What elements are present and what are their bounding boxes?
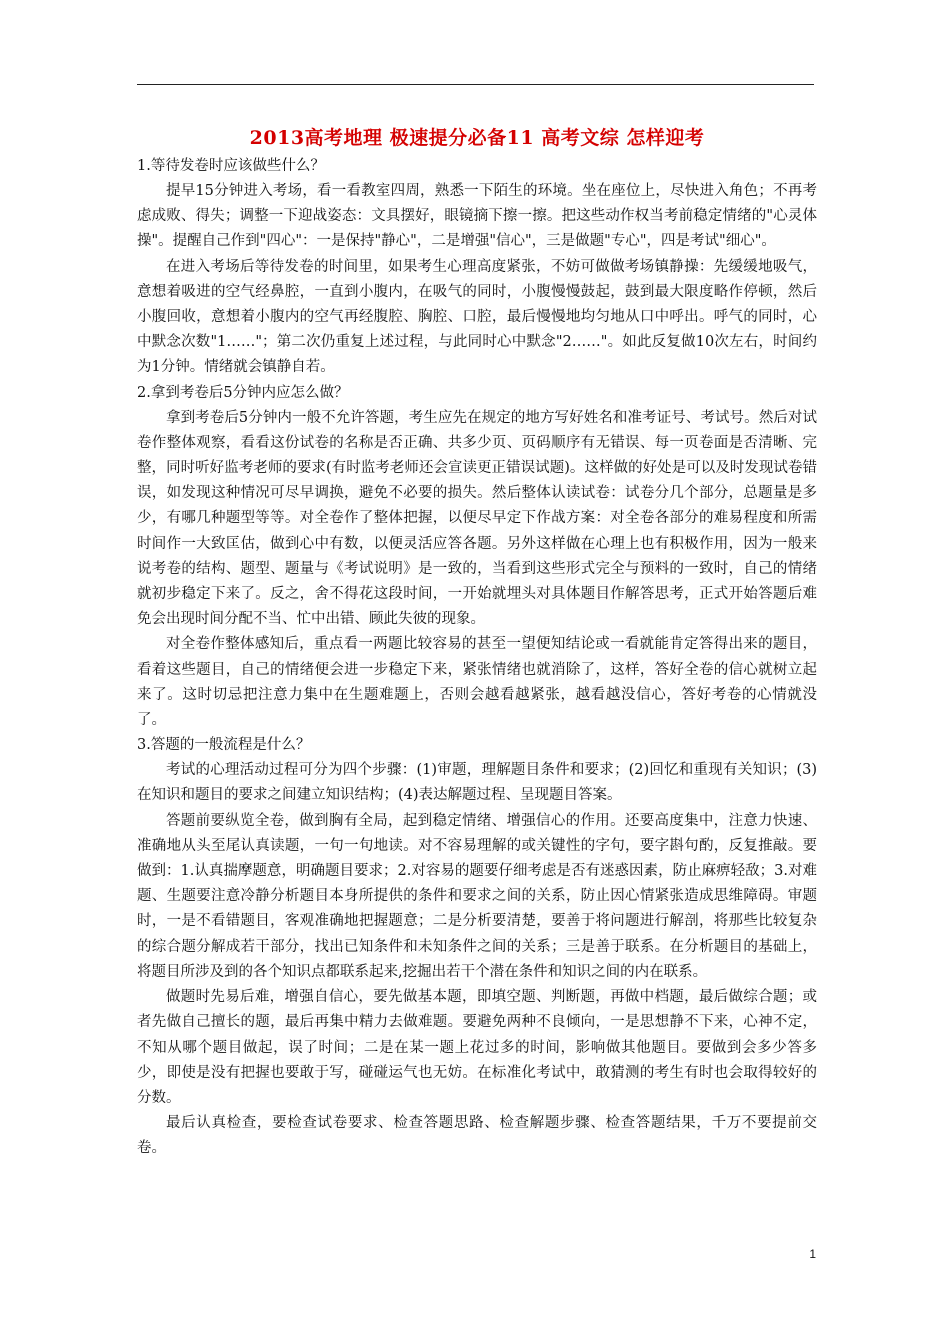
document-body xyxy=(137,124,817,1162)
header-rule xyxy=(137,84,814,85)
paragraph: 最后认真检查，要检查试卷要求、检查答题思路、检查解题步骤、检查答题结果，千万不要提前交卷。 xyxy=(137,1115,817,1157)
paragraph: 在进入考场后等待发卷的时间里，如果考生心理高度紧张，不妨可做做考场镇静操：先缓缓地吸气，意想着吸进的空气经鼻腔，一直到小腹内，在吸气的同时，小腹慢慢鼓起，鼓到最大限度略作停顿，然后小腹回收，意想着小腹内的空气再经腹腔、胸腔、口腔，最后慢慢地均匀地从口中呼出。呼气的同时，心中默念次数"1……"；第二次仍重复上述过程，与此同时心中默念"2……"。如此反复做10次左右，时间约为1分钟。情绪就会镇静自若。 xyxy=(137,258,817,376)
paragraph: 做题时先易后难，增强自信心，要先做基本题，即填空题、判断题，再做中档题，最后做综合题；或者先做自己擅长的题，最后再集中精力去做难题。要避免两种不良倾向，一是思想静不下来，心神不定，不知从哪个题目做起，误了时间；二是在某一题上花过多的时间，影响做其他题目。要做到会多少答多少，即使是没有把握也要敢于写，碰碰运气也无妨。在标准化考试中，敢猜测的考生有时也会取得较好的分数。 xyxy=(137,989,817,1106)
paragraph: 对全卷作整体感知后，重点看一两题比较容易的甚至一望便知结论或一看就能肯定答得出来的题目，看着这些题目，自己的情绪便会进一步稳定下来，紧张情绪也就消除了，这样，答好全卷的信心就树立起来了。这时切忌把注意力集中在生题难题上，否则会越看越紧张，越看越没信心，答好考卷的心情就没了。 xyxy=(137,636,817,729)
section-1 xyxy=(137,154,817,381)
document-title: 2013高考地理 极速提分必备11 高考文综 怎样迎考 xyxy=(249,127,705,149)
paragraph: 考试的心理活动过程可分为四个步骤：(1)审题，理解题目条件和要求；(2)回忆和重现有关知识；(3)在知识和题目的要求之间建立知识结构；(4)表达解题过程、呈现题目答案。 xyxy=(137,762,817,804)
paragraph: 答题前要纵览全卷，做到胸有全局，起到稳定情绪、增强信心的作用。还要高度集中，注意力快速、准确地从头至尾认真读题，一句一句地读。对不容易理解的或关键性的字句，要字斟句酌，反复推敲。要做到：1.认真揣摩题意，明确题目要求；2.对容易的题要仔细考虑是否有迷惑因素，防止麻痹轻敌；3.对难题、生题要注意冷静分析题目本身所提供的条件和要求之间的关系，防止因心情紧张造成思维障碍。审题时，一是不看错题目，客观准确地把握题意；二是分析要清楚，要善于将问题进行解剖，将那些比较复杂的综合题分解成若干部分，找出已知条件和未知条件之间的关系；三是善于联系。在分析题目的基础上，将题目所涉及到的各个知识点都联系起来,挖掘出若干个潜在条件和知识之间的内在联系。 xyxy=(137,812,817,980)
section-2 xyxy=(137,381,817,734)
page-number: 1 xyxy=(809,1247,816,1261)
paragraph: 拿到考卷后5分钟内一般不允许答题，考生应先在规定的地方写好姓名和准考证号、考试号。然后对试卷作整体观察，看看这份试卷的名称是否正确、共多少页、页码顺序有无错误、每一页卷面是否清晰、完整，同时听好监考老师的要求(有时监考老师还会宣读更正错误试题)。这样做的好处是可以及时发现试卷错误，如发现这种情况可尽早调换，避免不必要的损失。然后整体认读试卷：试卷分几个部分，总题量是多少，有哪几种题型等等。对全卷作了整体把握，以便尽早定下作战方案：对全卷各部分的难易程度和所需时间作一大致匡估，做到心中有数，以便灵活应答各题。另外这样做在心理上也有积极作用，因为一般来说考卷的结构、题型、题量与《考试说明》是一致的，当看到这些形式完全与预料的一致时，自己的情绪就初步稳定下来了。反之，舍不得花这段时间，一开始就埋头对具体题目作解答思考，正式开始答题后难免会出现时间分配不当、忙中出错、顾此失彼的现象。 xyxy=(137,409,817,628)
section-heading: 3.答题的一般流程是什么？ xyxy=(137,737,311,754)
section-3 xyxy=(137,733,817,1161)
paragraph: 提早15分钟进入考场，看一看教室四周，熟悉一下陌生的环境。坐在座位上，尽快进入角色；不再考虑成败、得失；调整一下迎战姿态：文具摆好，眼镜摘下擦一擦。把这些动作权当考前稳定情绪的"心灵体操"。提醒自己作到"四心"：一是保持"静心"，二是增强"信心"，三是做题"专心"，四是考试"细心"。 xyxy=(137,183,817,250)
section-heading: 2.拿到考卷后5分钟内应怎么做？ xyxy=(137,384,349,401)
section-heading: 1.等待发卷时应该做些什么？ xyxy=(137,158,325,174)
